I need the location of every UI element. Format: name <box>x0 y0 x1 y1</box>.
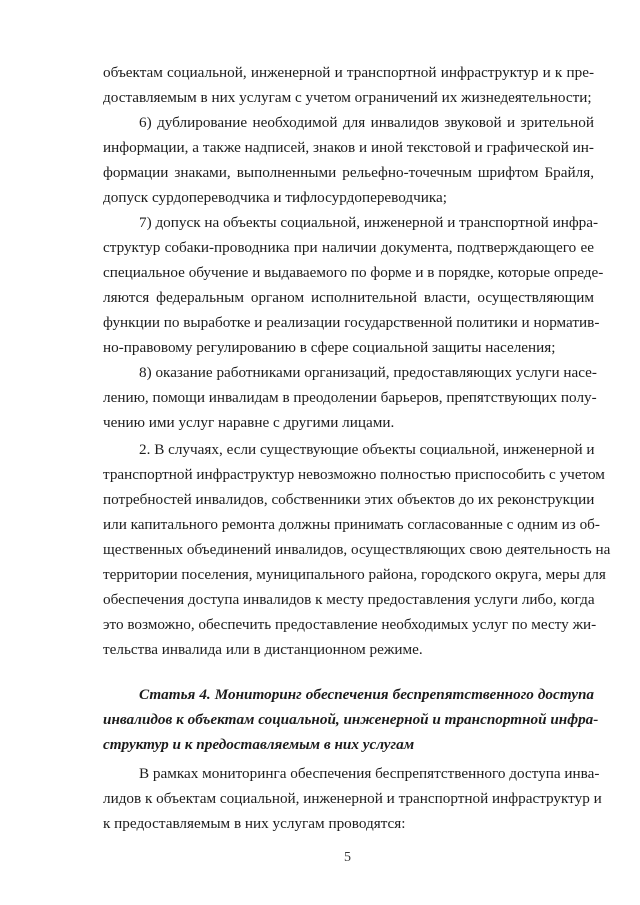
body-text-line: структур собаки-проводника при наличии документа, подтверждающего ее <box>103 239 594 256</box>
body-text-line: потребностей инвалидов, собственники этих объектов до их реконструкции <box>103 491 595 508</box>
body-text-line: это возможно, обеспечить предоставление необходимых услуг по месту жи- <box>103 616 597 633</box>
body-text-line: обеспечения доступа инвалидов к месту предоставления услуги либо, когда <box>103 591 595 608</box>
page-number: 5 <box>344 850 351 865</box>
body-text-line: допуск сурдопереводчика и тифлосурдопереводчика; <box>103 189 447 206</box>
body-text-line: но-правовому регулированию в сфере социальной защиты населения; <box>103 339 556 356</box>
body-text-line: территории поселения, муниципального района, городского округа, меры для <box>103 566 606 583</box>
body-text-line: формации знаками, выполненными рельефно-точечным шрифтом Брайля, <box>103 164 594 181</box>
body-text-line: ляются федеральным органом исполнительной власти, осуществляющим <box>103 289 594 306</box>
body-text-line: специальное обучение и выдаваемого по форме и в порядке, которые опреде- <box>103 264 604 281</box>
body-text-line: функции по выработке и реализации государственной политики и норматив- <box>103 314 600 331</box>
body-text-line: транспортной инфраструктур невозможно полностью приспособить с учетом <box>103 466 605 483</box>
body-text-line: 6) дублирование необходимой для инвалидов звуковой и зрительной <box>139 114 594 131</box>
body-text-line: 8) оказание работниками организаций, предоставляющих услуги насе- <box>139 364 597 381</box>
body-text-line: объектам социальной, инженерной и транспортной инфраструктур и к пре- <box>103 64 594 81</box>
body-text-line: лению, помощи инвалидам в преодолении барьеров, препятствующих полу- <box>103 389 597 406</box>
body-text-line: 2. В случаях, если существующие объекты социальной, инженерной и <box>139 441 595 458</box>
body-text-line: В рамках мониторинга обеспечения беспрепятственного доступа инва- <box>139 765 600 782</box>
body-text-line: информации, а также надписей, знаков и иной текстовой и графической ин- <box>103 139 594 156</box>
body-text-line: щественных объединений инвалидов, осуществляющих свою деятельность на <box>103 541 611 558</box>
body-text-line: тельства инвалида или в дистанционном режиме. <box>103 641 423 658</box>
body-text-line: 7) допуск на объекты социальной, инженерной и транспортной инфра- <box>139 214 599 231</box>
body-text-line: к предоставляемым в них услугам проводятся: <box>103 815 406 832</box>
article-heading-line: Статья 4. Мониторинг обеспечения беспрепятственного доступа <box>139 686 594 703</box>
article-heading-line: структур и к предоставляемым в них услугам <box>103 736 415 753</box>
article-heading-line: инвалидов к объектам социальной, инженерной и транспортной инфра- <box>103 711 599 728</box>
body-text-line: лидов к объектам социальной, инженерной и транспортной инфраструктур и <box>103 790 602 807</box>
body-text-line: доставляемым в них услугам с учетом ограничений их жизнедеятельности; <box>103 89 592 106</box>
body-text-line: или капитального ремонта должны принимать согласованные с одним из об- <box>103 516 600 533</box>
body-text-line: чению ими услуг наравне с другими лицами. <box>103 414 395 431</box>
